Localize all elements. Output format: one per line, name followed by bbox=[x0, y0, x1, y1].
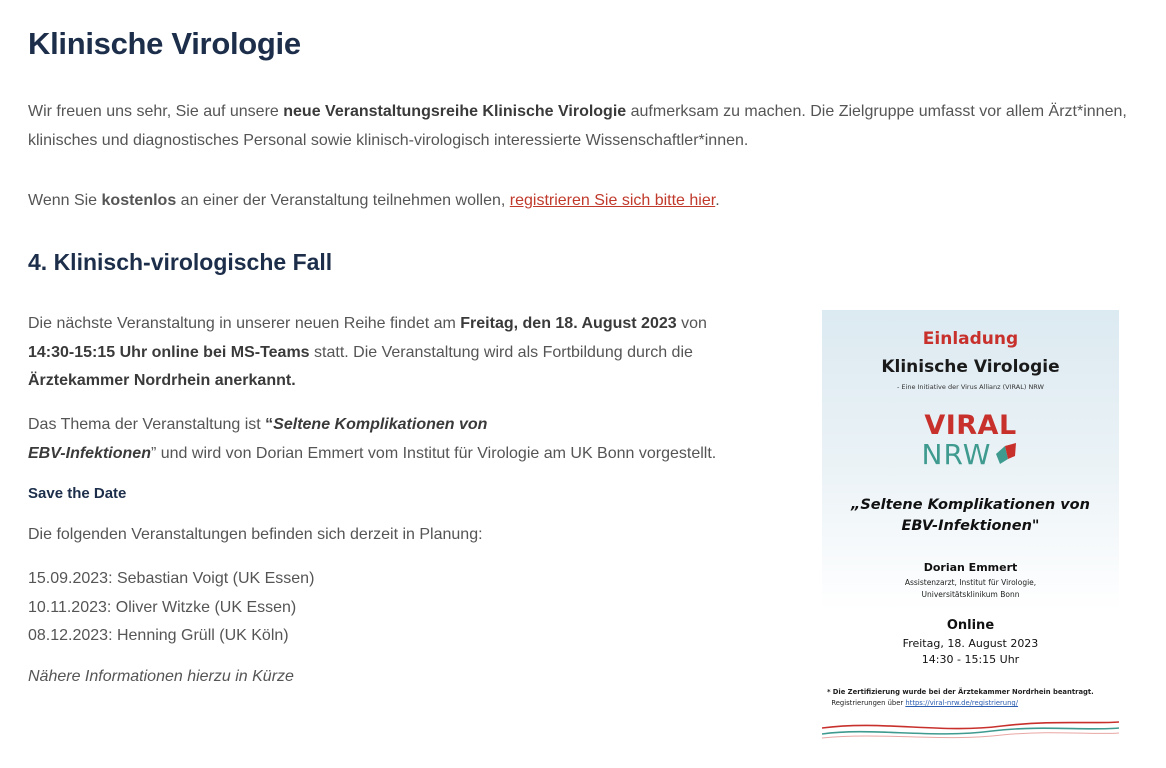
intro-text-rest: aufmerksam zu machen. Die Zielgruppe umfasst vor allem Ärzt*innen, klinisches und diagnostisches Personal sowie klinisch-virologisch interessierte Wissenschaftler*innen. bbox=[28, 103, 1127, 149]
nrw-logo-text: NRW bbox=[921, 438, 992, 471]
section-title: 4. Klinisch-virologische Fall bbox=[28, 249, 333, 275]
viral-logo-text: VIRAL bbox=[924, 410, 1017, 441]
registration-paragraph bbox=[28, 188, 720, 214]
next-event-text: Die nächste Veranstaltung in unserer neuen Reihe findet am bbox=[28, 315, 461, 332]
flyer-note-text: Die Zertifizierung wurde bei der Ärztekammer Nordrhein beantragt. bbox=[832, 688, 1094, 696]
flyer-topic-line-1: „Seltene Komplikationen von bbox=[851, 497, 1090, 513]
topic-text-2: und wird von Dorian Emmert vom Institut für Virologie am UK Bonn vorgestellt. bbox=[156, 444, 717, 462]
registration-text-3: . bbox=[715, 192, 720, 209]
next-event-date: Freitag, den 18. August 2023 bbox=[460, 315, 677, 332]
flyer-affiliation bbox=[822, 577, 1119, 601]
flyer-invite: Einladung bbox=[922, 329, 1019, 349]
flyer-topic-line-2: EBV-Infektionen" bbox=[901, 518, 1040, 534]
next-event-paragraph bbox=[28, 310, 748, 396]
registration-free-bold: kostenlos bbox=[101, 192, 177, 209]
register-link[interactable]: registrieren Sie sich bitte hier bbox=[509, 192, 716, 209]
flyer-online: Online bbox=[946, 618, 995, 633]
flyer-note bbox=[827, 687, 1117, 709]
flyer-affiliation-1: Assistenzarzt, Institut für Virologie, bbox=[904, 578, 1037, 587]
next-event-certification: Ärztekammer Nordrhein anerkannt. bbox=[28, 372, 296, 389]
schedule-item: 10.11.2023: Oliver Witzke (UK Essen) bbox=[28, 598, 297, 616]
flyer-registration-link[interactable]: https://viral-nrw.de/registrierung/ bbox=[905, 699, 1019, 707]
next-event-text-2: von bbox=[676, 315, 707, 332]
topic-quote-close: ” bbox=[150, 444, 157, 462]
nrw-logo-mark-icon bbox=[993, 440, 1019, 470]
flyer-reg-prefix: Registrierungen über bbox=[831, 699, 904, 707]
registration-text: Wenn Sie bbox=[28, 192, 102, 209]
intro-text: Wir freuen uns sehr, Sie auf unsere bbox=[28, 103, 284, 120]
flyer-note-star: * bbox=[827, 688, 831, 696]
topic-quote-open: “ bbox=[265, 416, 274, 433]
next-event-text-3: statt. Die Veranstaltung wird als Fortbildung durch die bbox=[309, 343, 693, 361]
planning-text: Die folgenden Veranstaltungen befinden sich derzeit in Planung: bbox=[28, 526, 483, 543]
save-the-date-heading: Save the Date bbox=[28, 485, 127, 502]
flyer-affiliation-2: Universitätsklinikum Bonn bbox=[921, 590, 1020, 599]
registration-text-2: an einer der Veranstaltung teilnehmen wollen, bbox=[176, 192, 510, 209]
topic-title-line-2: EBV-Infektionen bbox=[28, 444, 151, 462]
schedule-list bbox=[28, 565, 314, 651]
event-flyer-image bbox=[822, 310, 1119, 740]
schedule-item: 15.09.2023: Sebastian Voigt (UK Essen) bbox=[28, 570, 315, 587]
flyer-date-time bbox=[822, 636, 1119, 668]
topic-title-line-1: Seltene Komplikationen von bbox=[273, 416, 488, 433]
flyer-topic bbox=[822, 495, 1119, 537]
intro-paragraph bbox=[28, 97, 1138, 155]
viral-nrw-logo bbox=[822, 438, 1119, 471]
flyer-wave-decoration bbox=[822, 714, 1119, 740]
topic-text: Das Thema der Veranstaltung ist bbox=[28, 416, 266, 433]
more-info-text: Nähere Informationen hierzu in Kürze bbox=[28, 668, 294, 685]
schedule-item: 08.12.2023: Henning Grüll (UK Köln) bbox=[28, 627, 289, 644]
topic-paragraph bbox=[28, 411, 758, 468]
flyer-date: Freitag, 18. August 2023 bbox=[902, 637, 1039, 650]
flyer-time: 14:30 - 15:15 Uhr bbox=[921, 653, 1020, 666]
page-title: Klinische Virologie bbox=[28, 26, 301, 61]
flyer-subtitle: - Eine Initiative der Virus Allianz (VIRAL) NRW bbox=[897, 383, 1044, 391]
intro-bold: neue Veranstaltungsreihe Klinische Virologie bbox=[283, 103, 627, 120]
next-event-time: 14:30-15:15 Uhr online bei MS-Teams bbox=[28, 343, 310, 361]
flyer-title: Klinische Virologie bbox=[881, 357, 1060, 377]
flyer-speaker: Dorian Emmert bbox=[923, 561, 1018, 574]
